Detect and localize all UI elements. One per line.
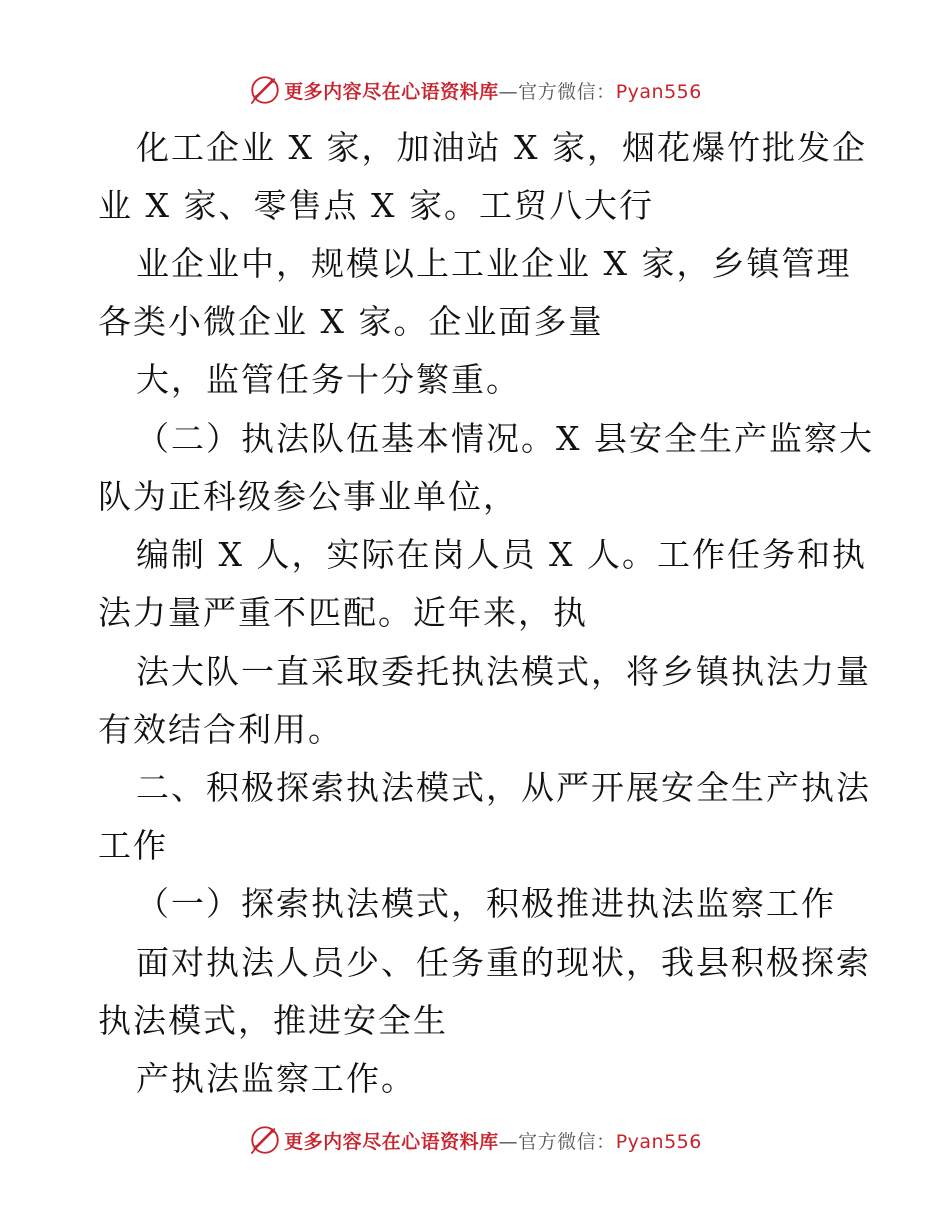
- text-line: 大，监管任务十分繁重。: [136, 360, 521, 399]
- text-line: 有效结合利用。: [98, 710, 343, 749]
- text-line: 队为正科级参公事业单位，: [98, 477, 518, 516]
- text-line: 执法模式，推进安全生: [98, 1001, 448, 1040]
- header-watermark: [0, 72, 950, 108]
- watermark-wechat-id: Pyan556: [615, 1130, 702, 1153]
- text-line: （二）执法队伍基本情况。X 县安全生产监察大: [136, 419, 874, 458]
- text-line: 业企业中，规模以上工业企业 X 家，乡镇管理: [136, 244, 852, 283]
- text-line: （一）探索执法模式，积极推进执法监察工作: [136, 884, 836, 923]
- watermark-brand: 更多内容尽在心语资料库: [284, 1130, 499, 1153]
- text-line: 面对执法人员少、任务重的现状，我县积极探索: [136, 943, 871, 982]
- text-line: 化工企业 X 家，加油站 X 家，烟花爆竹批发企: [136, 128, 867, 167]
- watermark-wechat-label: 官方微信：: [518, 80, 616, 103]
- watermark-wechat-label: 官方微信：: [518, 1130, 616, 1153]
- text-line: 业 X 家、零售点 X 家。工贸八大行: [98, 186, 654, 225]
- footer-watermark: [0, 1122, 950, 1158]
- text-line: 产执法监察工作。: [136, 1059, 416, 1098]
- text-line: 法力量严重不匹配。近年来，执: [98, 593, 588, 632]
- pen-logo-icon: [248, 73, 282, 107]
- watermark-separator: —: [498, 80, 519, 103]
- watermark-wechat-id: Pyan556: [615, 80, 702, 103]
- text-line: 工作: [98, 826, 168, 865]
- pen-logo-icon: [248, 1123, 282, 1157]
- watermark-brand: 更多内容尽在心语资料库: [284, 80, 499, 103]
- text-line: 各类小微企业 X 家。企业面多量: [98, 302, 604, 341]
- watermark-separator: —: [498, 1130, 519, 1153]
- text-line: 二、积极探索执法模式，从严开展安全生产执法: [136, 768, 871, 807]
- text-line: 编制 X 人，实际在岗人员 X 人。工作任务和执: [136, 535, 867, 574]
- text-line: 法大队一直采取委托执法模式，将乡镇执法力量: [136, 652, 871, 691]
